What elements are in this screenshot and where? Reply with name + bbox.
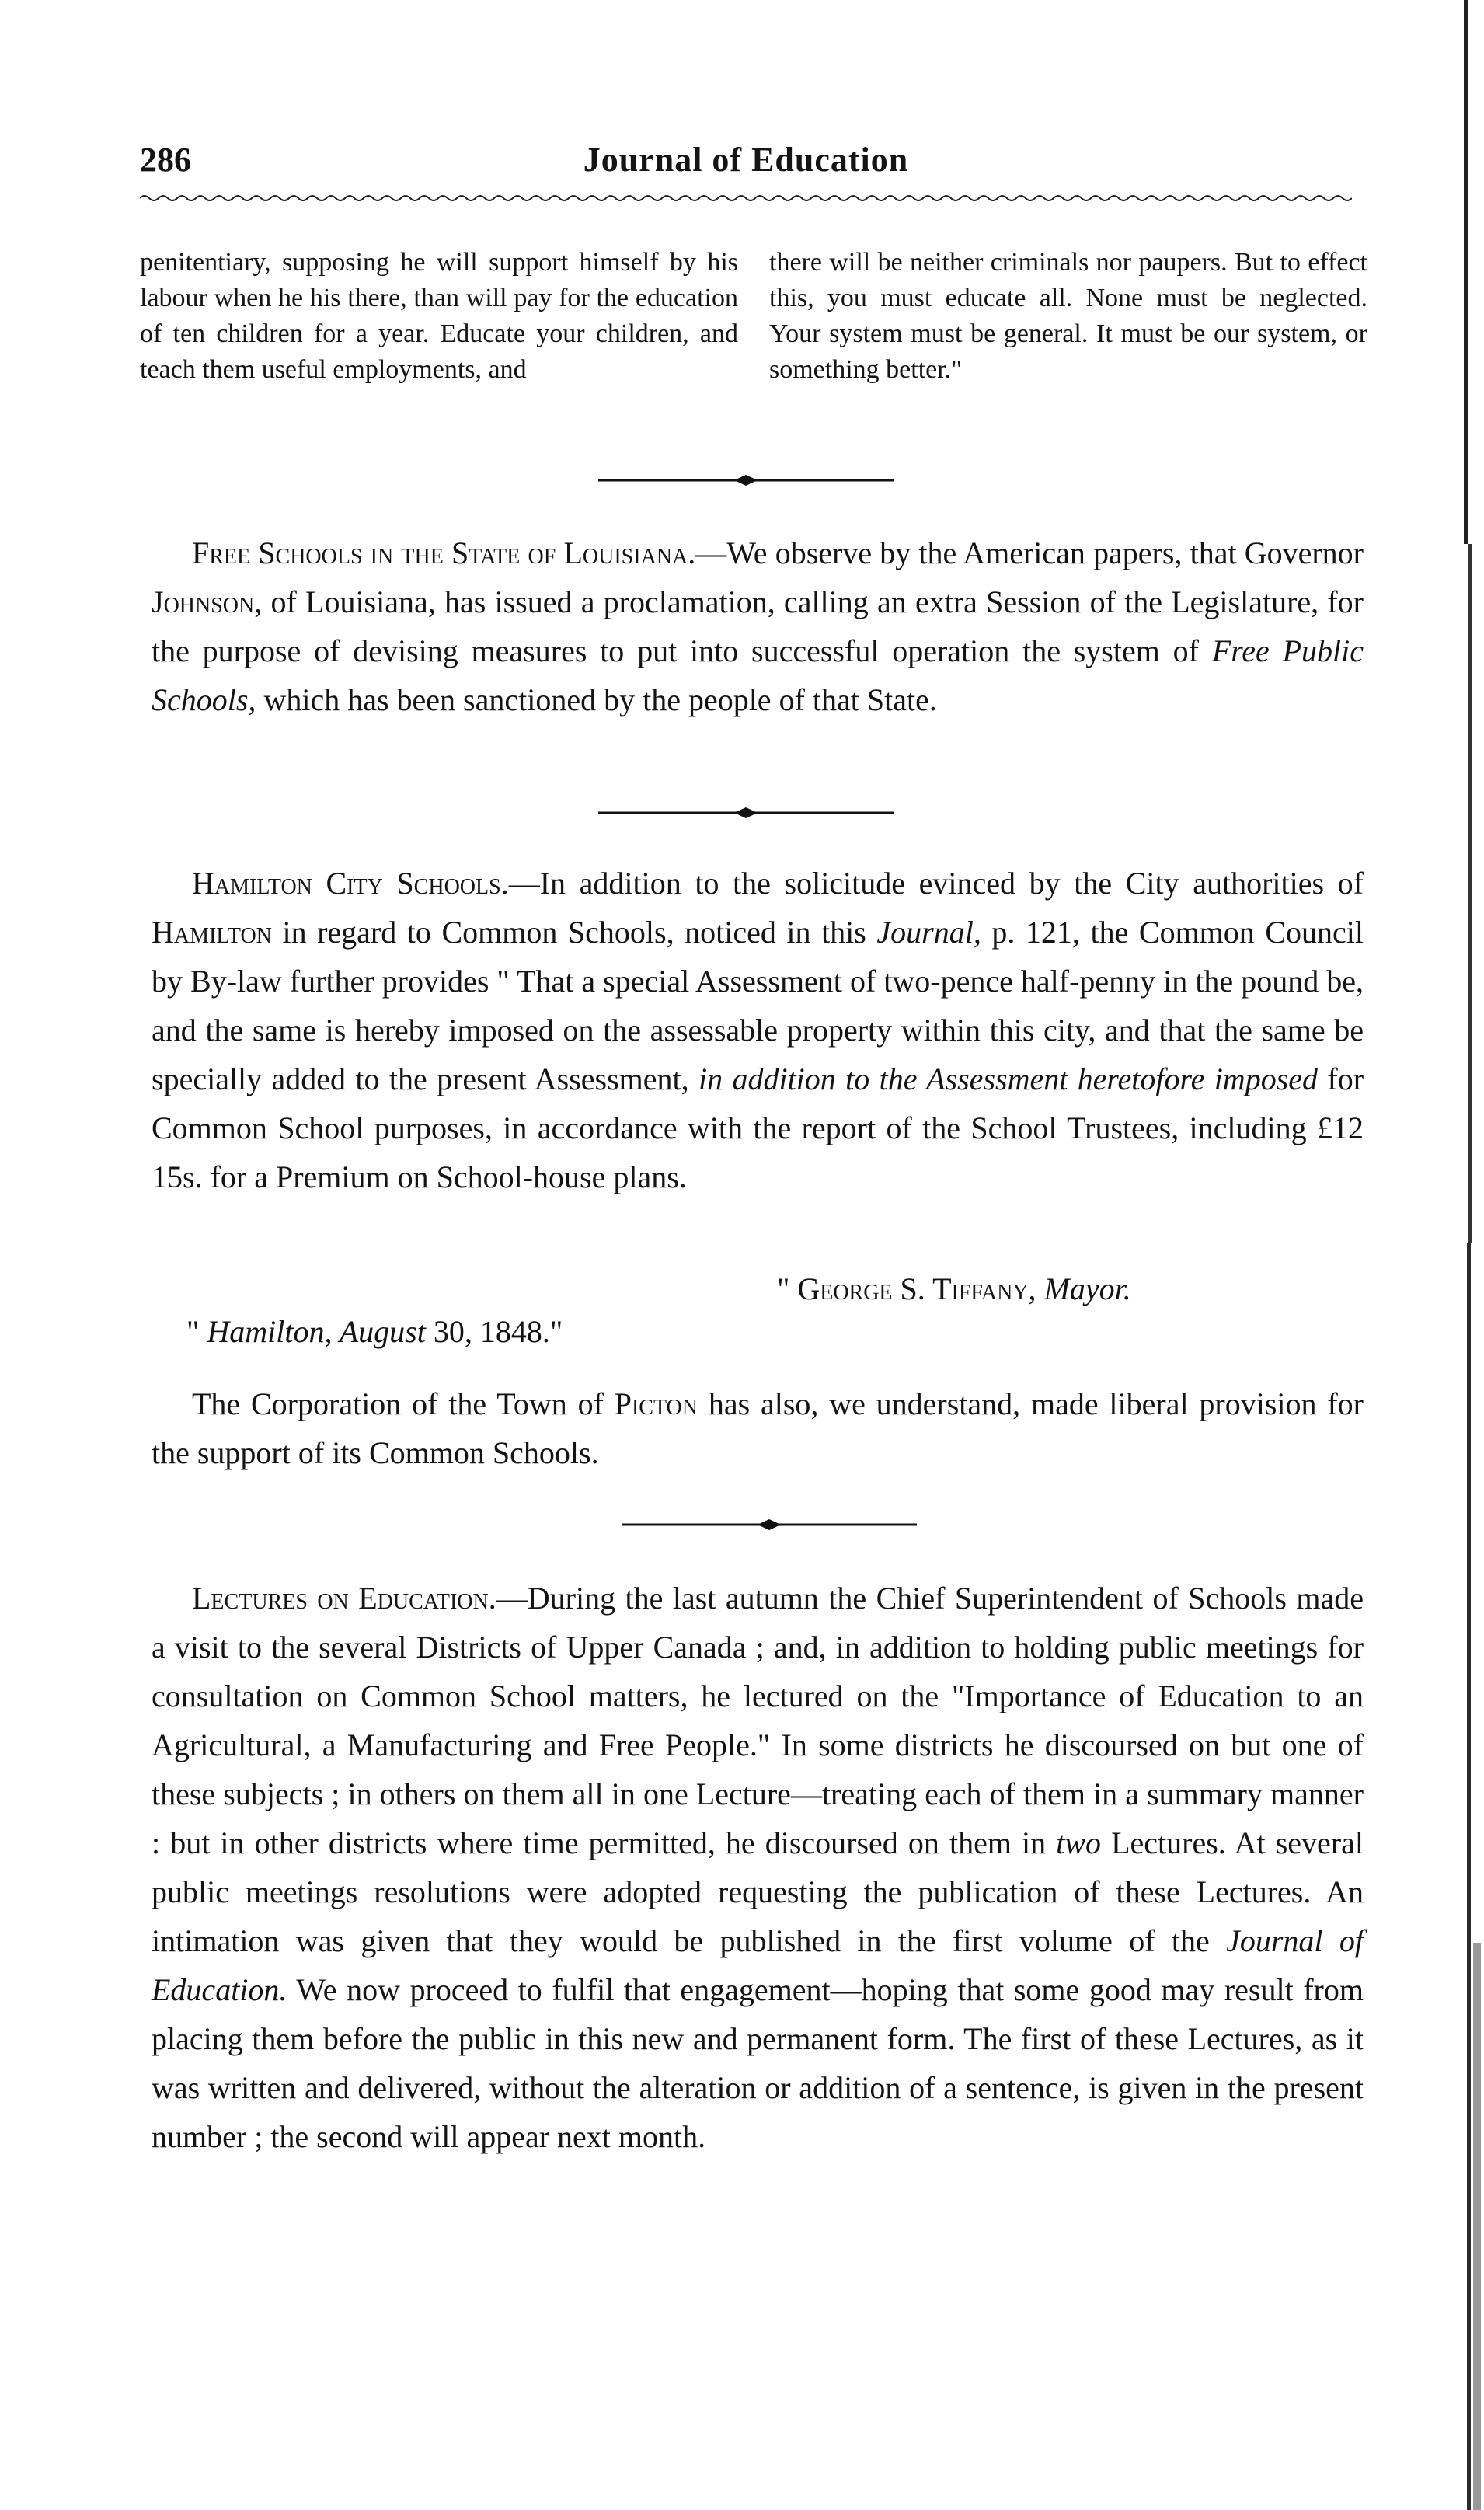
section-divider — [622, 1517, 917, 1532]
lectures-paragraph: Lectures on Education.—During the last autumn the Chief Superintendent of Schools made a visit to the several Districts of Upper Canada ; and, in addition to holding public meetings for consultation on Common School matters, he lectured on the "Importance of Education to an Agricultural, a Manufacturing and Free People." In some districts he discoursed on but one of these subjects ; in others on them all in one Lecture—treating each of them in a summary manner : but in other districts where time permitted, he discoursed on them in two Lectures. At several public meetings resolutions were adopted requesting the publication of these Lectures. An intimation was given that they would be published in the first volume of the Journal of Education. We now proceed to fulfil that engagement—hoping that some good may result from placing them before the public in this new and permanent form. The first of these Lectures, as it was written and delivered, without the alteration or addition of a sentence, is given in the present number ; the second will appear next month. — [152, 1581, 1364, 2154]
journal-title: Journal of Education — [583, 141, 909, 179]
louisiana-section — [152, 528, 1364, 724]
page-header — [140, 140, 1352, 187]
picton-section — [152, 1379, 1364, 1477]
governor-name: Johnson — [152, 584, 255, 619]
hamilton-heading: Hamilton City Schools. — [192, 866, 509, 901]
louisiana-paragraph: Free Schools in the State of Louisiana.—We observe by the American papers, that Governor Johnson, of Louisiana, has issued a proclamation, calling an extra Session of the Legislature, for the purpose of devising measures to put into successful operation the system of Free Public Schools, which has been sanctioned by the people of that State. — [152, 535, 1364, 717]
right-column — [769, 245, 1367, 388]
left-column — [140, 245, 738, 388]
dateline: " Hamilton, August 30, 1848." — [186, 1314, 563, 1349]
lectures-heading: Lectures on Education. — [192, 1581, 496, 1616]
section-divider — [598, 805, 894, 821]
mayor-signature: " George S. Tiffany, Mayor. — [777, 1271, 1131, 1306]
section-divider — [598, 472, 894, 488]
page-edge-shadow — [1437, 0, 1484, 2510]
picton-paragraph: The Corporation of the Town of Picton has also, we understand, made liberal provision for the support of its Common Schools. — [152, 1386, 1364, 1470]
wavy-rule — [140, 193, 1352, 204]
louisiana-heading: Free Schools in the State of Louisiana. — [192, 535, 696, 570]
page-number: 286 — [140, 141, 191, 179]
hamilton-paragraph: Hamilton City Schools.—In addition to the solicitude evinced by the City authorities of Hamilton in regard to Common Schools, noticed in this Journal, p. 121, the Common Council by By-law further provides " That a special Assessment of two-pence half-penny in the pound be, and the same is hereby imposed on the assessable property within this city, and that the same be specially added to the present Assessment, in addition to the Assessment heretofore imposed for Common School purposes, in accordance with the report of the School Trustees, including £12 15s. for a Premium on School-house plans. — [152, 866, 1364, 1194]
lectures-section — [152, 1574, 1364, 2161]
hamilton-section — [152, 859, 1364, 1201]
left-column-text: penitentiary, supposing he will support himself by his labour when he his there, than will pay for the education of ten children for a year. Educate your children, and teach them useful employments, and — [140, 248, 738, 384]
right-column-text: there will be neither criminals nor paupers. But to effect this, you must educate all. None must be neglected. Your system must be general. It must be our system, or something better." — [769, 248, 1367, 384]
